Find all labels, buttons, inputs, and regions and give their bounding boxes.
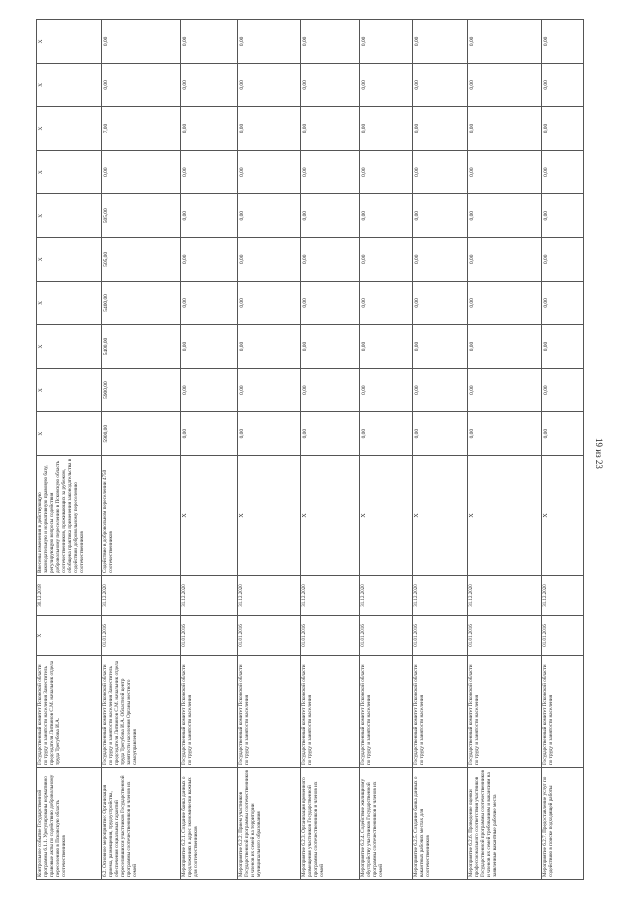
value-cell: 0,00 [412, 368, 467, 412]
value-cell: 0,00 [467, 325, 541, 369]
executor-cell: Государственный комитет Псковской области по труду и занятости населения Заместитель председателя Литвинов С.М. начальник отдела труда Трегубова И.А. Областной центр занятости населения Органы местного самоуправления [102, 656, 180, 768]
executor-cell: Государственный комитет Псковской области по труду и занятости населения [180, 656, 237, 768]
value-cell: 0,00 [541, 63, 583, 107]
value-cell: 0,00 [412, 63, 467, 107]
value-cell: 0,00 [300, 194, 359, 238]
value-cell: 0,00 [541, 281, 583, 325]
start-date-cell: 01.01.2016 [541, 616, 583, 656]
table-row [37, 20, 102, 880]
end-date-cell: 31.12.2020 [541, 576, 583, 616]
value-cell: 0,00 [237, 150, 300, 194]
value-cell: 0,00 [102, 20, 180, 64]
value-cell: 0,00 [360, 194, 413, 238]
value-cell: 0,00 [300, 412, 359, 456]
value-cell: X [37, 325, 102, 369]
result-cell: X [360, 456, 413, 576]
value-cell: 0,00 [467, 194, 541, 238]
end-date-cell: 31.12.2020 [467, 576, 541, 616]
value-cell: 0,00 [541, 325, 583, 369]
executor-cell: Государственный комитет Псковской области по труду и занятости населения [541, 656, 583, 768]
value-cell: 0,00 [412, 20, 467, 64]
value-cell: 0,00 [102, 150, 180, 194]
value-cell: 0,00 [180, 325, 237, 369]
value-cell: 0,00 [360, 107, 413, 151]
start-date-cell: 01.01.2016 [412, 616, 467, 656]
value-cell: 0,00 [360, 368, 413, 412]
value-cell: 0,00 [412, 150, 467, 194]
value-cell: 0,00 [180, 368, 237, 412]
executor-cell: Государственный комитет Псковской области по труду и занятости населения [360, 656, 413, 768]
value-cell: 0,00 [360, 412, 413, 456]
start-date-cell: X [37, 616, 102, 656]
end-date-cell: 31.12.2020 [300, 576, 359, 616]
value-cell: X [37, 63, 102, 107]
table-row [541, 20, 583, 880]
rotated-table-container [36, 20, 584, 880]
event-name-cell: Контрольное событие Государственной программы 6.1.1. Урегулированы нормативно правовые акты по содействию добровольному переселению в Псковскую область соотечественников [37, 768, 102, 880]
value-cell: 0,00 [237, 107, 300, 151]
result-cell: X [180, 456, 237, 576]
value-cell: 0,00 [180, 63, 237, 107]
value-cell: 505,00 [102, 194, 180, 238]
event-name-cell: Мероприятие 6.2.5. Создание банка данных о вакантных рабочих местах для соотечественников [412, 768, 467, 880]
value-cell: X [37, 20, 102, 64]
value-cell: 0,00 [180, 194, 237, 238]
event-name-cell: Мероприятие 6.2.1. Создание банка данных о предложениях в адрес экономически важных для соотечественников [180, 768, 237, 880]
value-cell: 0,00 [467, 368, 541, 412]
value-cell: 0,00 [412, 412, 467, 456]
value-cell: 7,00 [102, 107, 180, 151]
result-cell: X [541, 456, 583, 576]
result-cell: X [237, 456, 300, 576]
value-cell: 0,00 [180, 238, 237, 282]
value-cell: 0,00 [300, 150, 359, 194]
value-cell: 0,00 [237, 368, 300, 412]
value-cell: X [37, 368, 102, 412]
table-row [102, 20, 180, 880]
value-cell: 0,00 [467, 20, 541, 64]
event-name-cell: Мероприятие 6.2.3. Организация временного размещения участников Государственной программы соотечественников и членов их семей [300, 768, 359, 880]
value-cell: X [37, 412, 102, 456]
end-date-cell: 31.12.2020 [102, 576, 180, 616]
value-cell: 0,00 [180, 281, 237, 325]
end-date-cell: 31.12.2020 [412, 576, 467, 616]
value-cell: 0,00 [237, 281, 300, 325]
end-date-cell: 30.12.2018 [37, 576, 102, 616]
value-cell: 0,00 [360, 281, 413, 325]
table-row [237, 20, 300, 880]
value-cell: X [37, 281, 102, 325]
table-row [360, 20, 413, 880]
value-cell: 0,00 [541, 412, 583, 456]
value-cell: 505,00 [102, 238, 180, 282]
start-date-cell: 01.01.2016 [237, 616, 300, 656]
end-date-cell: 31.12.2020 [180, 576, 237, 616]
value-cell: 5400,00 [102, 281, 180, 325]
value-cell: 0,00 [237, 238, 300, 282]
value-cell: 0,00 [467, 63, 541, 107]
start-date-cell: 01.01.2016 [300, 616, 359, 656]
value-cell: 0,00 [237, 412, 300, 456]
value-cell: 0,00 [360, 20, 413, 64]
value-cell: X [37, 238, 102, 282]
executor-cell: Государственный комитет Псковской области по труду и занятости населения [300, 656, 359, 768]
value-cell: 0,00 [300, 325, 359, 369]
start-date-cell: 01.01.2016 [360, 616, 413, 656]
value-cell: 0,00 [300, 107, 359, 151]
value-cell: 0,00 [467, 150, 541, 194]
value-cell: 0,00 [412, 281, 467, 325]
value-cell: 0,00 [541, 107, 583, 151]
value-cell: 0,00 [541, 368, 583, 412]
value-cell: 0,00 [541, 194, 583, 238]
value-cell: 0,00 [412, 194, 467, 238]
value-cell: 0,00 [300, 368, 359, 412]
table-row [180, 20, 237, 880]
value-cell: 5900,00 [102, 412, 180, 456]
value-cell: 0,00 [180, 412, 237, 456]
value-cell: 0,00 [412, 325, 467, 369]
result-cell: Внесены изменения в действующую законодательную и нормативную правовую базу, регулирующую вопросы содействия добровольному переселению в Псковскую область соотечественников, проживающих за рубежом, обобщена практика применения законодательства в содействии добровольному переселению соотечественников [37, 456, 102, 576]
event-name-cell: Мероприятие 6.2.7. Предоставление услуг по содействию в поиске подходящей работы [541, 768, 583, 880]
value-cell: 0,00 [412, 238, 467, 282]
result-cell: X [467, 456, 541, 576]
value-cell: 0,00 [300, 20, 359, 64]
table-row [412, 20, 467, 880]
value-cell: 0,00 [360, 238, 413, 282]
event-name-cell: Мероприятие 6.2.2. Прием участников Государственной программы соотечественников и членов их семей на территории муниципального образования [237, 768, 300, 880]
table-row [467, 20, 541, 880]
value-cell: X [37, 194, 102, 238]
value-cell: 0,00 [360, 150, 413, 194]
value-cell: 0,00 [300, 63, 359, 107]
value-cell: 0,00 [541, 150, 583, 194]
value-cell: 0,00 [180, 107, 237, 151]
value-cell: X [37, 107, 102, 151]
event-name-cell: Мероприятие 6.2.6. Проведение оценки профессионального соответствия участников Государственной программы соотечественников и членов их семей требованиям и вакансиям на заявленные вакантные рабочие места [467, 768, 541, 880]
value-cell: 0,00 [180, 20, 237, 64]
start-date-cell: 01.01.2016 [467, 616, 541, 656]
value-cell: 0,00 [237, 20, 300, 64]
table-row [300, 20, 359, 880]
value-cell: 0,00 [412, 107, 467, 151]
event-name-cell: 6.2. Основное мероприятие: Организация приема, размещения, трудоустройства, обеспечения социальных гарантий переселившихся участников Государственной программы соотечественников и членов их семей [102, 768, 180, 880]
value-cell: 0,00 [102, 63, 180, 107]
executor-cell: Государственный комитет Псковской области по труду и занятости населения [467, 656, 541, 768]
value-cell: 0,00 [360, 63, 413, 107]
value-cell: 0,00 [467, 107, 541, 151]
start-date-cell: 01.01.2016 [102, 616, 180, 656]
value-cell: 0,00 [237, 63, 300, 107]
end-date-cell: 31.12.2020 [360, 576, 413, 616]
value-cell: 0,00 [467, 412, 541, 456]
value-cell: 0,00 [541, 20, 583, 64]
value-cell: 0,00 [237, 325, 300, 369]
result-cell: X [300, 456, 359, 576]
program-table [36, 19, 584, 880]
value-cell: 0,00 [467, 238, 541, 282]
executor-cell: Государственный комитет Псковской области по труду и занятости населения [412, 656, 467, 768]
value-cell: 0,00 [300, 281, 359, 325]
result-cell: Содействие в добровольном переселении 4750 соотечественников [102, 456, 180, 576]
value-cell: 0,00 [467, 281, 541, 325]
value-cell: 0,00 [180, 150, 237, 194]
value-cell: 0,00 [300, 238, 359, 282]
result-cell: X [412, 456, 467, 576]
end-date-cell: 31.12.2020 [237, 576, 300, 616]
executor-cell: Государственный комитет Псковской области по труду и занятости населения [237, 656, 300, 768]
value-cell: 5900,00 [102, 368, 180, 412]
value-cell: 0,00 [360, 325, 413, 369]
value-cell: 0,00 [237, 194, 300, 238]
start-date-cell: 01.01.2016 [180, 616, 237, 656]
value-cell: X [37, 150, 102, 194]
executor-cell: Государственный комитет Псковской области по труду и занятости населения Заместитель председателя Литвинов С.М. начальник отдела труда Трегубова И.А. [37, 656, 102, 768]
event-name-cell: Мероприятие 6.2.4. Содействие жилищному обустройству участников Государственной программы соотечественников и членов их семей [360, 768, 413, 880]
value-cell: 0,00 [541, 238, 583, 282]
value-cell: 5400,00 [102, 325, 180, 369]
page-number: 19 из 23 [594, 438, 604, 469]
